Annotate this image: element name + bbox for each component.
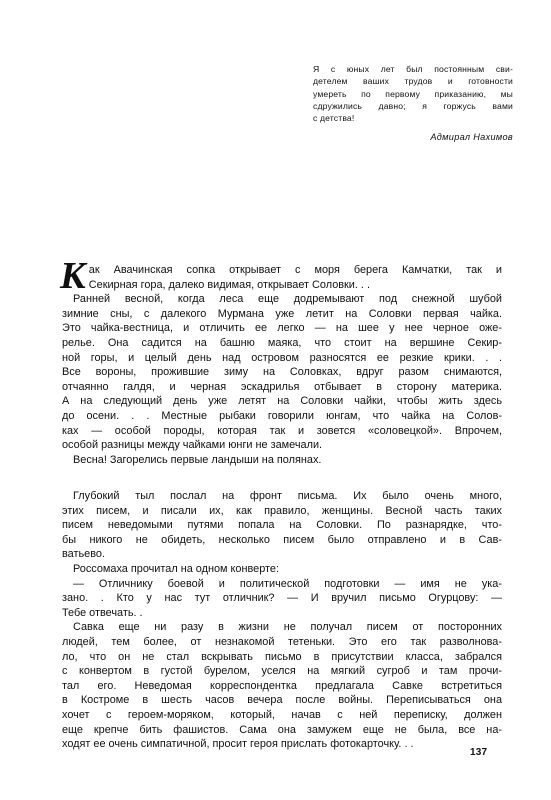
text-line: бы никого не обидеть, несколько писем было отправлено и в Сав-	[62, 533, 502, 546]
epigraph-line: Я с юных лет был постоянным сви-	[313, 64, 513, 74]
text-line: ходят ее очень симпатичной, просит героя прислать фотокарточку. . .	[62, 738, 414, 751]
text-line: отчаянно галдя, и черная эскадрилья отбывает в сторону материка.	[62, 380, 502, 393]
page-number: 137	[470, 747, 488, 758]
text-line: людей, тем более, от незнакомой тетеньки. Это его так разволнова-	[62, 635, 502, 648]
text-line: хочет с героем-моряком, который, начав с ней переписку, должен	[62, 708, 502, 721]
text-line: Все вороны, прожившие зиму на Соловках, вдруг разом снимаются,	[62, 366, 502, 379]
text-line: зимние сны, с далекого Мурмана уже летит на Соловки первая чайка.	[62, 307, 502, 320]
text-line: Секирная гора, далеко видимая, открывает Соловки. . .	[88, 278, 371, 291]
text-line: Россомаха прочитал на одном конверте:	[73, 562, 279, 575]
text-line: этих писем, и писали их, как правило, женщины. Весной часть таких	[62, 504, 502, 517]
text-line: Глубокий тыл послал на фронт письма. Их было очень много,	[73, 490, 502, 502]
drop-cap: К	[60, 255, 86, 297]
text-line: Это чайка-вестница, и отличить ее легко — на шее у нее черное оже-	[62, 322, 502, 335]
epigraph-line: сдружились давно; я горжусь вами	[313, 100, 513, 111]
section-1-text	[60, 255, 502, 467]
text-line: особой разницы между чайками юнги не замечали.	[62, 439, 323, 452]
text-line: ной горы, и целый день над островом разносятся ее резкие крики. . .	[62, 351, 502, 364]
epigraph-author: Адмирал Нахимов	[430, 132, 513, 143]
text-line: Весна! Загорелись первые ландыши на полянах.	[73, 453, 322, 466]
text-line: в Костроме в шесть часов вечера после войны. Переписываться она	[62, 694, 502, 707]
opening-paragraph	[60, 255, 502, 297]
text-line: ватьево.	[62, 548, 105, 561]
epigraph	[313, 63, 513, 144]
epigraph-line: детелем ваших трудов и готовности	[313, 76, 513, 87]
text-line: Савка еще ни разу в жизни не получал писем от посторонних	[73, 621, 502, 634]
text-line: релье. Она садится на башню маяка, что стоит на вершине Секир-	[62, 336, 502, 349]
text-line: еще крепче бить фашистов. Сама она замужем еще не была, все на-	[62, 723, 502, 736]
text-line: Ранней весной, когда леса еще додремывают под снежной шубой	[73, 293, 502, 306]
text-line: зано. . Кто у нас тут отличник? — И вручил письмо Огурцову: —	[62, 592, 502, 605]
text-line: писем неведомыми путями попала на Соловки. По разнарядке, что-	[62, 519, 502, 532]
text-line: до осени. . . Местные рыбаки говорили юнгам, что чайка на Солов-	[62, 409, 502, 422]
section-2-text	[62, 489, 502, 752]
text-line: ло, что он не стал вскрывать письмо в присутствии класса, забрался	[62, 650, 502, 663]
text-line: тал его. Неведомая корреспондентка предлагала Савке встретиться	[62, 679, 502, 692]
text-line: Тебе отвечать. .	[62, 606, 143, 619]
text-line: — Отличнику боевой и политической подготовки — имя не ука-	[73, 577, 502, 590]
epigraph-line: умереть по первому приказанию, мы	[313, 88, 513, 99]
text-line: ак Авачинская сопка открывает с моря берега Камчатки, так и	[88, 264, 502, 276]
text-line: ках — особой породы, которая так и зовется «соловецкой». Впрочем,	[62, 424, 502, 437]
text-line: А на следующий день уже летят на Соловки чайки, чтобы жить здесь	[62, 395, 502, 408]
text-line: с конвертом в густой бурелом, уселся на мягкий сугроб и там прочи-	[62, 665, 502, 678]
epigraph-line: с детства!	[313, 113, 355, 124]
